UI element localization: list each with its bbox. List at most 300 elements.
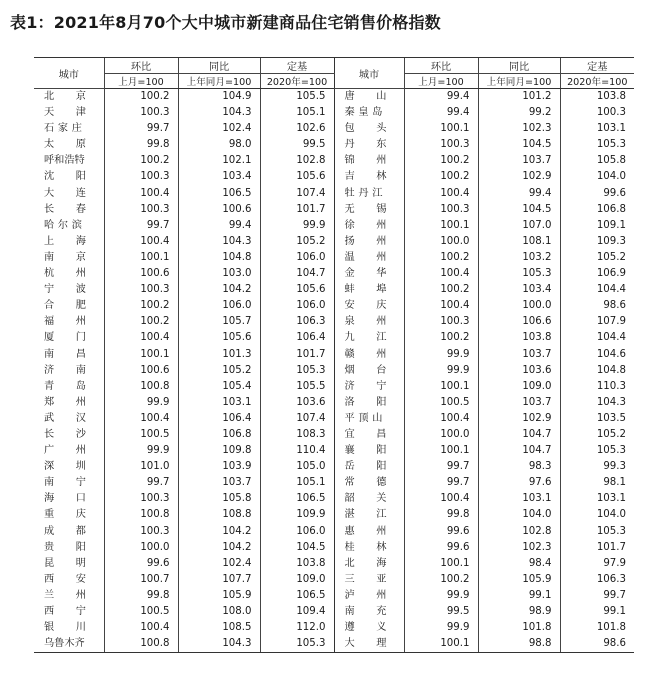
city-cell [334, 636, 404, 653]
table-title: 表1：2021年8月70个大中城市新建商品住宅销售价格指数 [10, 13, 441, 32]
city-name: 贵阳 [44, 541, 86, 553]
fixed-value: 106.0 [260, 298, 334, 314]
mom-value: 100.6 [104, 266, 178, 282]
yoy-value: 103.7 [478, 153, 560, 169]
table-row [34, 347, 634, 363]
mom-value: 100.2 [404, 572, 478, 588]
city-name: 包头 [344, 123, 387, 135]
city-cell [34, 169, 104, 185]
yoy-value: 103.7 [178, 475, 260, 491]
city-cell [34, 298, 104, 314]
yoy-value: 105.3 [478, 266, 560, 282]
fixed-value: 109.0 [260, 572, 334, 588]
fixed-base-header: 2020年=100 [260, 74, 334, 89]
city-name: 泸州 [344, 589, 387, 601]
mom-value: 100.4 [404, 411, 478, 427]
yoy-base-header: 上年同月=100 [178, 74, 260, 89]
fixed-value: 106.5 [260, 491, 334, 507]
mom-value: 100.1 [104, 250, 178, 266]
fixed-value: 102.8 [260, 153, 334, 169]
city-name: 徐州 [344, 219, 387, 231]
table-row [34, 218, 634, 234]
mom-value: 100.3 [104, 282, 178, 298]
table-row [34, 282, 634, 298]
mom-value: 100.8 [104, 636, 178, 653]
yoy-value: 99.4 [478, 186, 560, 202]
mom-value: 100.6 [104, 363, 178, 379]
fixed-base-header: 2020年=100 [560, 74, 634, 89]
mom-value: 100.5 [104, 427, 178, 443]
city-cell [334, 266, 404, 282]
table-row [34, 363, 634, 379]
city-cell [34, 556, 104, 572]
yoy-value: 103.0 [178, 266, 260, 282]
table-row [34, 540, 634, 556]
fixed-value: 99.3 [560, 459, 634, 475]
city-name: 韶关 [344, 493, 387, 505]
mom-header: 环比 [104, 58, 178, 74]
fixed-value: 104.8 [560, 363, 634, 379]
city-cell [34, 443, 104, 459]
fixed-value: 104.3 [560, 395, 634, 411]
yoy-value: 103.8 [478, 330, 560, 346]
city-name: 牡丹江 [344, 187, 383, 199]
city-cell [34, 491, 104, 507]
mom-value: 99.4 [404, 89, 478, 106]
mom-value: 100.7 [104, 572, 178, 588]
table-row [34, 298, 634, 314]
yoy-value: 103.4 [178, 169, 260, 185]
fixed-value: 103.1 [560, 121, 634, 137]
yoy-value: 98.0 [178, 137, 260, 153]
yoy-value: 103.7 [478, 347, 560, 363]
city-cell [334, 427, 404, 443]
city-name: 蚌埠 [344, 284, 387, 296]
city-cell [34, 459, 104, 475]
table-row [34, 604, 634, 620]
fixed-value: 109.3 [560, 234, 634, 250]
city-name: 哈尔滨 [44, 219, 82, 231]
yoy-value: 102.4 [178, 556, 260, 572]
city-name: 无锡 [344, 203, 387, 215]
city-cell [34, 427, 104, 443]
fixed-value: 105.3 [560, 443, 634, 459]
mom-value: 100.2 [104, 153, 178, 169]
city-cell [334, 153, 404, 169]
city-cell [34, 186, 104, 202]
mom-value: 99.7 [104, 121, 178, 137]
fixed-value: 99.7 [560, 588, 634, 604]
fixed-value: 105.1 [260, 105, 334, 121]
mom-value: 100.4 [404, 266, 478, 282]
fixed-value: 110.3 [560, 379, 634, 395]
city-name: 岳阳 [344, 461, 387, 473]
table-row [34, 556, 634, 572]
mom-value: 100.1 [404, 636, 478, 653]
fixed-value: 103.1 [560, 491, 634, 507]
city-cell [34, 218, 104, 234]
mom-value: 99.7 [104, 475, 178, 491]
fixed-value: 106.5 [260, 588, 334, 604]
yoy-value: 101.8 [478, 620, 560, 636]
fixed-value: 109.4 [260, 604, 334, 620]
mom-value: 100.1 [404, 556, 478, 572]
fixed-value: 106.3 [260, 314, 334, 330]
city-name: 天津 [44, 107, 86, 119]
yoy-value: 103.1 [478, 491, 560, 507]
yoy-value: 105.6 [178, 330, 260, 346]
yoy-value: 99.2 [478, 105, 560, 121]
price-index-table [34, 57, 634, 653]
yoy-value: 104.5 [478, 137, 560, 153]
table-row [34, 475, 634, 491]
table-row [34, 524, 634, 540]
city-cell [334, 250, 404, 266]
mom-value: 99.4 [404, 105, 478, 121]
yoy-value: 98.3 [478, 459, 560, 475]
yoy-value: 105.7 [178, 314, 260, 330]
city-cell [34, 636, 104, 653]
yoy-header: 同比 [178, 58, 260, 74]
fixed-value: 100.3 [560, 105, 634, 121]
mom-value: 99.9 [404, 363, 478, 379]
mom-value: 100.2 [404, 169, 478, 185]
fixed-value: 104.4 [560, 282, 634, 298]
mom-value: 100.8 [104, 507, 178, 523]
city-name: 重庆 [44, 509, 86, 521]
city-cell [334, 218, 404, 234]
mom-value: 100.3 [104, 524, 178, 540]
yoy-value: 105.9 [178, 588, 260, 604]
fixed-value: 108.3 [260, 427, 334, 443]
city-name: 广州 [44, 445, 86, 457]
mom-value: 99.7 [404, 459, 478, 475]
yoy-value: 102.8 [478, 524, 560, 540]
city-cell [334, 395, 404, 411]
yoy-value: 104.3 [178, 105, 260, 121]
fixed-value: 106.8 [560, 202, 634, 218]
fixed-value: 103.5 [560, 411, 634, 427]
yoy-value: 100.0 [478, 298, 560, 314]
table-row [34, 427, 634, 443]
city-name: 深圳 [44, 461, 86, 473]
city-cell [34, 540, 104, 556]
table-row [34, 314, 634, 330]
city-cell [34, 588, 104, 604]
mom-value: 99.8 [104, 137, 178, 153]
city-name: 襄阳 [344, 445, 387, 457]
yoy-value: 98.4 [478, 556, 560, 572]
city-name: 扬州 [344, 235, 387, 247]
mom-value: 99.5 [404, 604, 478, 620]
yoy-value: 107.0 [478, 218, 560, 234]
yoy-value: 106.4 [178, 411, 260, 427]
city-name: 上海 [44, 235, 86, 247]
city-name: 青岛 [44, 380, 86, 392]
mom-value: 100.4 [104, 411, 178, 427]
city-name: 海口 [44, 493, 86, 505]
city-name: 平顶山 [344, 412, 383, 424]
yoy-value: 104.5 [478, 202, 560, 218]
mom-value: 100.1 [404, 379, 478, 395]
city-name: 成都 [44, 525, 86, 537]
city-cell [34, 604, 104, 620]
city-name: 厦门 [44, 332, 86, 344]
fixed-value: 101.8 [560, 620, 634, 636]
yoy-value: 102.1 [178, 153, 260, 169]
city-cell [34, 411, 104, 427]
city-cell [334, 620, 404, 636]
city-header: 城市 [34, 58, 104, 89]
city-name: 遵义 [344, 622, 387, 634]
mom-header: 环比 [404, 58, 478, 74]
fixed-value: 101.7 [260, 202, 334, 218]
city-cell [34, 202, 104, 218]
yoy-value: 104.2 [178, 540, 260, 556]
fixed-value: 104.5 [260, 540, 334, 556]
city-cell [334, 105, 404, 121]
city-cell [34, 282, 104, 298]
city-name: 长春 [44, 203, 86, 215]
city-name: 锦州 [344, 155, 387, 167]
city-cell [334, 298, 404, 314]
city-cell [334, 411, 404, 427]
fixed-value: 98.1 [560, 475, 634, 491]
yoy-header: 同比 [478, 58, 560, 74]
mom-value: 100.0 [404, 234, 478, 250]
table-row [34, 105, 634, 121]
fixed-value: 107.9 [560, 314, 634, 330]
table-row [34, 443, 634, 459]
fixed-value: 105.8 [560, 153, 634, 169]
mom-value: 100.4 [104, 186, 178, 202]
city-cell [34, 330, 104, 346]
yoy-value: 105.4 [178, 379, 260, 395]
fixed-value: 102.6 [260, 121, 334, 137]
fixed-value: 107.4 [260, 411, 334, 427]
city-name: 兰州 [44, 589, 86, 601]
yoy-value: 108.0 [178, 604, 260, 620]
fixed-value: 105.5 [260, 379, 334, 395]
yoy-value: 102.4 [178, 121, 260, 137]
city-cell [34, 153, 104, 169]
yoy-value: 102.3 [478, 540, 560, 556]
city-cell [34, 363, 104, 379]
mom-value: 100.2 [104, 314, 178, 330]
table-row [34, 250, 634, 266]
mom-value: 100.2 [104, 89, 178, 106]
city-cell [34, 347, 104, 363]
fixed-value: 98.6 [560, 636, 634, 653]
city-cell [34, 572, 104, 588]
mom-value: 100.5 [404, 395, 478, 411]
city-cell [34, 250, 104, 266]
fixed-value: 105.2 [560, 427, 634, 443]
city-name: 太原 [44, 139, 86, 151]
yoy-value: 98.8 [478, 636, 560, 653]
yoy-value: 104.7 [478, 427, 560, 443]
yoy-value: 104.9 [178, 89, 260, 106]
mom-value: 100.3 [404, 137, 478, 153]
city-name: 呼和浩特 [44, 155, 85, 167]
mom-value: 99.8 [404, 507, 478, 523]
fixed-value: 105.3 [560, 524, 634, 540]
yoy-value: 108.8 [178, 507, 260, 523]
city-name: 三亚 [344, 573, 387, 585]
mom-value: 100.2 [404, 153, 478, 169]
city-cell [334, 524, 404, 540]
yoy-value: 104.7 [478, 443, 560, 459]
table-row [34, 588, 634, 604]
fixed-value: 103.8 [260, 556, 334, 572]
fixed-value: 105.0 [260, 459, 334, 475]
table-row [34, 411, 634, 427]
fixed-value: 104.4 [560, 330, 634, 346]
mom-value: 100.8 [104, 379, 178, 395]
city-name: 宜昌 [344, 428, 387, 440]
city-cell [34, 89, 104, 106]
fixed-value: 99.6 [560, 186, 634, 202]
mom-value: 99.7 [404, 475, 478, 491]
yoy-value: 106.0 [178, 298, 260, 314]
fixed-value: 106.3 [560, 572, 634, 588]
city-name: 杭州 [44, 268, 86, 280]
fixed-value: 105.6 [260, 282, 334, 298]
city-cell [34, 137, 104, 153]
yoy-value: 98.9 [478, 604, 560, 620]
city-cell [334, 443, 404, 459]
mom-base-header: 上月=100 [404, 74, 478, 89]
fixed-value: 105.3 [260, 636, 334, 653]
city-name: 济南 [44, 364, 86, 376]
city-cell [334, 459, 404, 475]
table-row [34, 234, 634, 250]
city-name: 泉州 [344, 316, 387, 328]
mom-value: 100.2 [404, 330, 478, 346]
table-row [34, 169, 634, 185]
fixed-value: 109.9 [260, 507, 334, 523]
city-name: 安庆 [344, 300, 387, 312]
mom-value: 101.0 [104, 459, 178, 475]
mom-value: 100.1 [104, 347, 178, 363]
city-name: 南宁 [44, 477, 86, 489]
city-name: 沈阳 [44, 171, 86, 183]
city-cell [34, 507, 104, 523]
city-name: 济宁 [344, 380, 387, 392]
city-name: 赣州 [344, 348, 387, 360]
fixed-value: 105.1 [260, 475, 334, 491]
mom-value: 100.3 [404, 202, 478, 218]
city-name: 南京 [44, 251, 86, 263]
city-cell [334, 491, 404, 507]
fixed-header: 定基 [260, 58, 334, 74]
city-name: 南昌 [44, 348, 86, 360]
fixed-value: 99.9 [260, 218, 334, 234]
city-name: 武汉 [44, 412, 86, 424]
city-cell [34, 121, 104, 137]
mom-value: 100.4 [404, 491, 478, 507]
city-cell [334, 363, 404, 379]
city-cell [334, 137, 404, 153]
fixed-value: 110.4 [260, 443, 334, 459]
city-cell [34, 395, 104, 411]
city-name: 惠州 [344, 525, 387, 537]
table-row [34, 330, 634, 346]
mom-value: 100.4 [104, 330, 178, 346]
mom-value: 100.4 [404, 298, 478, 314]
city-cell [334, 507, 404, 523]
city-name: 银川 [44, 622, 86, 634]
city-name: 郑州 [44, 396, 86, 408]
yoy-value: 102.9 [478, 411, 560, 427]
yoy-value: 101.2 [478, 89, 560, 106]
header-row [34, 58, 634, 74]
table-row [34, 395, 634, 411]
city-name: 唐山 [344, 91, 387, 102]
city-name: 秦皇岛 [344, 107, 383, 119]
city-cell [334, 121, 404, 137]
fixed-value: 105.6 [260, 169, 334, 185]
city-cell [334, 282, 404, 298]
city-name: 北海 [344, 557, 387, 569]
city-cell [34, 266, 104, 282]
mom-value: 99.9 [404, 620, 478, 636]
mom-value: 100.3 [104, 169, 178, 185]
yoy-value: 106.8 [178, 427, 260, 443]
mom-value: 100.0 [404, 427, 478, 443]
yoy-value: 99.1 [478, 588, 560, 604]
table-row [34, 266, 634, 282]
fixed-value: 112.0 [260, 620, 334, 636]
yoy-value: 103.7 [478, 395, 560, 411]
mom-value: 99.8 [104, 588, 178, 604]
fixed-value: 99.5 [260, 137, 334, 153]
city-name: 北京 [44, 91, 86, 102]
city-cell [34, 314, 104, 330]
yoy-value: 108.1 [478, 234, 560, 250]
table-row [34, 202, 634, 218]
table-row [34, 121, 634, 137]
mom-value: 100.3 [104, 105, 178, 121]
fixed-value: 101.7 [260, 347, 334, 363]
table-row [34, 491, 634, 507]
fixed-value: 105.2 [260, 234, 334, 250]
table-row [34, 153, 634, 169]
city-cell [334, 330, 404, 346]
city-cell [334, 604, 404, 620]
yoy-value: 97.6 [478, 475, 560, 491]
yoy-value: 101.3 [178, 347, 260, 363]
mom-value: 99.7 [104, 218, 178, 234]
city-cell [34, 105, 104, 121]
fixed-value: 101.7 [560, 540, 634, 556]
city-name: 常德 [344, 477, 387, 489]
fixed-value: 104.6 [560, 347, 634, 363]
mom-value: 99.9 [404, 588, 478, 604]
table-row [34, 459, 634, 475]
city-name: 福州 [44, 316, 86, 328]
yoy-value: 103.6 [478, 363, 560, 379]
mom-value: 100.3 [404, 314, 478, 330]
yoy-value: 104.3 [178, 636, 260, 653]
yoy-value: 104.3 [178, 234, 260, 250]
mom-value: 100.3 [104, 202, 178, 218]
city-cell [334, 169, 404, 185]
fixed-value: 104.0 [560, 507, 634, 523]
city-name: 吉林 [344, 171, 387, 183]
fixed-value: 105.5 [260, 89, 334, 106]
city-name: 大连 [44, 187, 86, 199]
